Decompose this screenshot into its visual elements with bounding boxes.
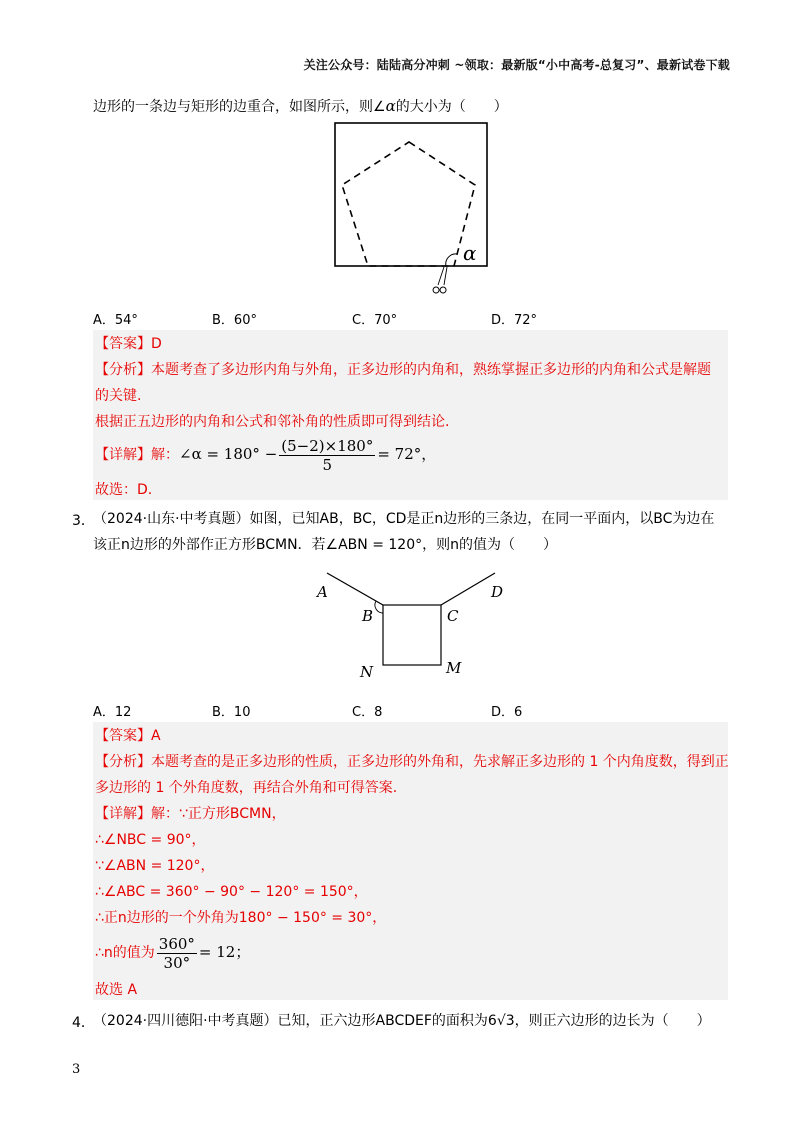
q2-analysis-1: [95, 360, 711, 380]
q3-fraction: [157, 935, 197, 972]
q2-detail-tag: 【详解】: [95, 447, 151, 463]
q2-answer: 【答案】D: [95, 336, 162, 352]
page-number: 3: [72, 1062, 81, 1077]
label-c: C: [447, 607, 459, 625]
q3-detail-1: [95, 804, 286, 824]
q2-detail-lhs: ∠α = 180° −: [179, 445, 278, 463]
q2-figure: [320, 115, 500, 300]
q2-option-c: C．70°: [352, 313, 398, 328]
q2-fraction-num: (5−2)×180°: [281, 436, 374, 455]
q3-detail-5: ∴正n边形的一个外角为180° − 150° = 30°，: [95, 910, 387, 926]
label-n: N: [360, 663, 374, 681]
q3-detail-tag: 【详解】: [95, 806, 151, 822]
q3-detail-3: ∵∠ABN = 120°，: [95, 858, 215, 874]
q2-answer-block: [93, 330, 728, 500]
page-header: 关注公众号：陆陆高分冲刺 ~领取：最新版“小中高考-总复习”、最新试卷下载: [303, 58, 730, 72]
q3-number: 3．: [72, 513, 95, 529]
q2-option-d: D．72°: [491, 313, 538, 328]
q3-answer-block: [93, 722, 728, 1000]
q2-fraction: [279, 437, 375, 474]
q3-detail-4: ∴∠ABC = 360° − 90° − 120° = 150°，: [95, 884, 368, 900]
q3-stem-1: （2024·山东·中考真题）如图，已知AB，BC，CD是正n边形的三条边，在同一平面内，以BC为边在: [93, 511, 715, 527]
q3-detail-1-text: 解：∵正方形BCMN，: [151, 806, 286, 822]
label-d: D: [491, 583, 504, 601]
q3-option-b: B．10: [212, 705, 251, 720]
q2-conclusion: 故选：D.: [95, 482, 153, 498]
label-m: M: [446, 659, 462, 677]
q3-analysis-tag: 【分析】: [95, 754, 151, 770]
q3-stem-2: 该正n边形的外部作正方形BCMN．若∠ABN = 120°，则n的值为（ ）: [93, 537, 557, 553]
segment-ab: [327, 573, 383, 605]
q4-stem: （2024·四川德阳·中考真题）已知，正六边形ABCDEF的面积为6√3，则正六边形的边长为（ ）: [93, 1013, 711, 1029]
q2-analysis-3: 根据正五边形的内角和公式和邻补角的性质即可得到结论.: [95, 414, 450, 430]
q2-stem: [93, 96, 508, 117]
q2-fraction-den: 5: [322, 455, 333, 474]
q2-alpha: α: [385, 97, 396, 115]
q2-stem-text: 边形的一条边与矩形的边重合，如图所示，则∠: [93, 99, 386, 115]
q3-detail-2: ∴∠NBC = 90°，: [95, 832, 206, 848]
segment-cd: [441, 573, 495, 605]
q2-analysis-2: 的关键.: [95, 388, 142, 404]
q3-detail-6: [95, 932, 250, 973]
q3-analysis-2: 多边形的 1 个外角度数，再结合外角和可得答案.: [95, 780, 398, 796]
q3-fraction-num: 360°: [158, 934, 195, 953]
q4-number: 4．: [72, 1015, 95, 1031]
q2-detail-rhs: = 72°，: [377, 445, 437, 463]
q3-analysis-1: [95, 752, 729, 772]
alpha-label: α: [463, 241, 477, 265]
dashed-pentagon: [342, 142, 475, 266]
q3-fraction-den: 30°: [163, 953, 191, 972]
q2-analysis-tag: 【分析】: [95, 362, 151, 378]
square-bcmn: [383, 605, 441, 665]
q3-detail-6-rhs: = 12；: [198, 943, 251, 961]
q3-detail-6-prefix: ∴n的值为: [95, 945, 155, 961]
scissors-icon: [433, 267, 447, 293]
q2-stem-end: 的大小为（ ）: [395, 99, 508, 115]
label-a: A: [317, 583, 328, 601]
q2-detail: [95, 434, 436, 475]
q3-option-d: D．6: [491, 705, 523, 720]
label-b: B: [362, 607, 374, 625]
q3-conclusion: 故选 A: [95, 982, 138, 998]
q3-answer: 【答案】A: [95, 728, 161, 744]
q3-option-a: A．12: [93, 705, 132, 720]
q2-detail-prefix: 解：: [151, 447, 179, 463]
q3-option-c: C．8: [352, 705, 383, 720]
q3-figure: [305, 565, 535, 690]
q2-analysis-1-text: 本题考查了多边形内角与外角，正多边形的内角和，熟练掌握正多边形的内角和公式是解题: [151, 362, 711, 378]
q3-analysis-1-text: 本题考查的是正多边形的性质，正多边形的外角和，先求解正多边形的 1 个内角度数，得到正: [151, 754, 729, 770]
q2-option-a: A．54°: [93, 313, 138, 328]
q2-option-b: B．60°: [212, 313, 257, 328]
